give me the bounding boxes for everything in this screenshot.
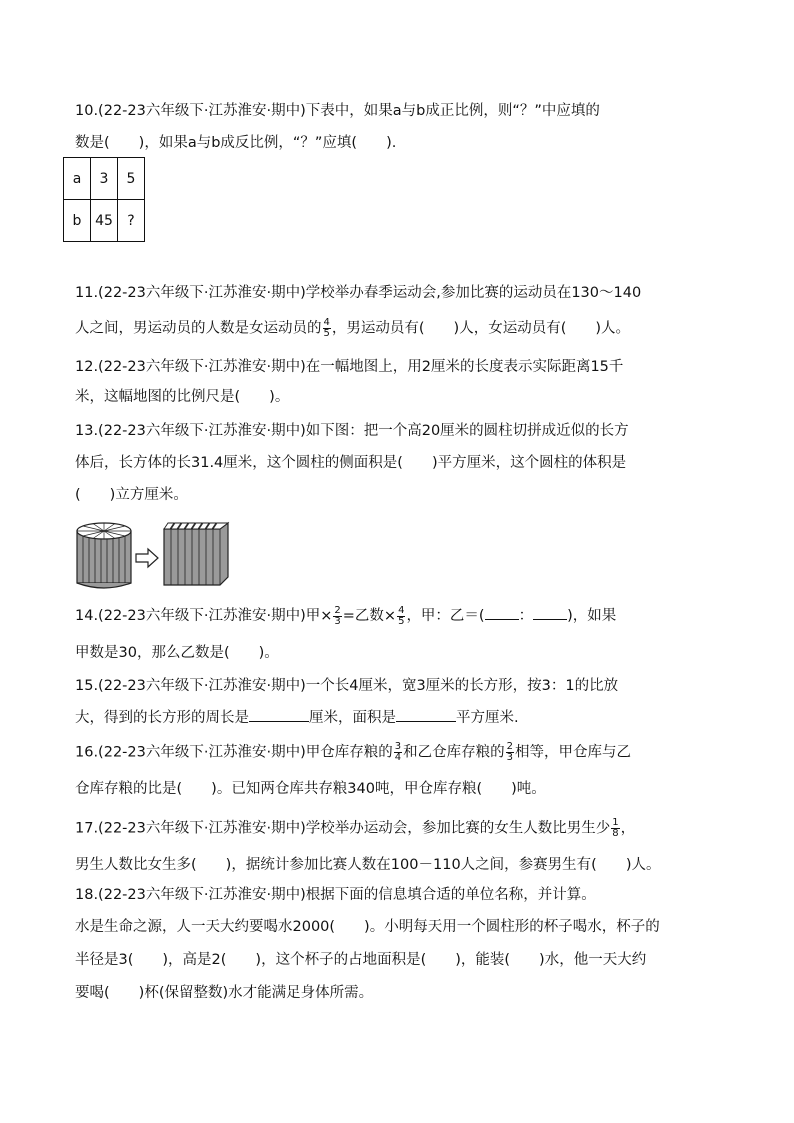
q11-line2 [75,318,630,339]
fraction-numerator: 2 [506,741,513,752]
fraction-denominator: 5 [398,615,405,627]
q15-text-b: 厘米，面积是 [309,710,396,726]
q17-line1 [75,818,635,839]
q16-text-a: 16.(22-23六年级下·江苏淮安·期中)甲仓库存粮的 [75,744,393,761]
fraction-numerator: 4 [398,604,405,616]
fraction-denominator: 5 [323,328,330,339]
answer-blank[interactable] [533,605,567,620]
q18-line4: 要喝( )杯(保留整数)水才能满足身体所需。 [75,985,374,1001]
fraction-numerator: 2 [334,604,341,616]
q16-line2: 仓库存粮的比是( )。已知两仓库共存粮340吨，甲仓库存粮( )吨。 [75,781,546,797]
q12-line1: 12.(22-23六年级下·江苏淮安·期中)在一幅地图上，用2厘米的长度表示实际距离15千 [75,359,624,375]
q18-line1: 18.(22-23六年级下·江苏淮安·期中)根据下面的信息填合适的单位名称，并计算。 [75,887,596,903]
q14-line1 [75,605,616,627]
fraction [394,742,402,763]
fraction-numerator: 1 [612,817,619,828]
fraction-denominator: 3 [334,615,341,627]
q14-text-c: ，甲：乙＝( [406,608,485,624]
answer-blank[interactable] [396,707,456,722]
q12-line2: 米，这幅地图的比例尺是( )。 [75,389,290,405]
cylinder-to-cuboid-figure [74,519,234,589]
q14-text-d: )，如果 [567,608,617,624]
arrow-right-icon [136,549,158,567]
table-row [64,200,145,242]
cuboid-icon [164,523,228,585]
table-cell: a [64,158,91,200]
q13-line3: ( )立方厘米。 [75,487,188,503]
q11-text-b: ，男运动员有( )人，女运动员有( )人。 [331,320,631,337]
q10-line1: 10.(22-23六年级下·江苏淮安·期中)下表中，如果a与b成正比例，则“？”中应填的 [75,103,600,119]
q14-text-a: 14.(22-23六年级下·江苏淮安·期中)甲× [75,608,333,624]
fraction-numerator: 3 [394,741,402,752]
table-cell: 45 [91,200,118,242]
q11-text-a: 人之间，男运动员的人数是女运动员的 [75,320,322,337]
fraction [333,606,341,627]
answer-blank[interactable] [249,707,309,722]
fraction-numerator: 4 [323,317,330,328]
fraction [397,606,405,627]
q18-line3: 半径是3( )，高是2( )，这个杯子的占地面积是( )，能装( )水，他一天大约 [75,952,647,968]
q14-colon: ： [518,608,534,624]
q18-line2: 水是生命之源，人一天大约要喝水2000( )。小明每天用一个圆柱形的杯子喝水，杯子的 [75,919,660,935]
q15-text-c: 平方厘米. [456,710,519,726]
table-cell: ? [118,200,145,242]
table-cell: 5 [118,158,145,200]
fraction-denominator: 4 [394,752,402,763]
table-row [64,158,145,200]
q16-text-b: 和乙仓库存粮的 [403,744,505,761]
fraction-denominator: 8 [612,828,619,839]
fraction [506,742,514,763]
q14-line2: 甲数是30，那么乙数是( )。 [75,645,279,661]
fraction [611,818,619,839]
q13-line2: 体后，长方体的长31.4厘米，这个圆柱的侧面积是( )平方厘米，这个圆柱的体积是 [75,455,627,471]
q17-text-a: 17.(22-23六年级下·江苏淮安·期中)学校举办运动会，参加比赛的女生人数比男生少 [75,820,611,837]
q17-line2: 男生人数比女生多( )，据统计参加比赛人数在100－110人之间，参赛男生有( )人。 [75,857,661,873]
answer-blank[interactable] [485,605,519,620]
q14-text-b: =乙数× [342,608,397,624]
q13-line1: 13.(22-23六年级下·江苏淮安·期中)如下图：把一个高20厘米的圆柱切拼成近似的长方 [75,423,629,439]
table-cell: 3 [91,158,118,200]
q16-line1 [75,742,631,763]
q10-line2: 数是( )，如果a与b成反比例，“？”应填( ). [75,135,397,151]
q15-line1: 15.(22-23六年级下·江苏淮安·期中)一个长4厘米，宽3厘米的长方形，按3：1的比放 [75,678,619,694]
q15-text-a: 大，得到的长方形的周长是 [75,710,249,726]
fraction-denominator: 3 [506,752,513,763]
q11-line1: 11.(22-23六年级下·江苏淮安·期中)学校举办春季运动会,参加比赛的运动员在130～140 [75,285,642,301]
q17-text-b: ， [620,820,636,837]
q16-text-c: 相等，甲仓库与乙 [514,744,631,761]
fraction [323,318,331,339]
ab-table [63,157,145,242]
table-cell: b [64,200,91,242]
cylinder-icon [77,523,131,588]
q15-line2 [75,707,519,728]
